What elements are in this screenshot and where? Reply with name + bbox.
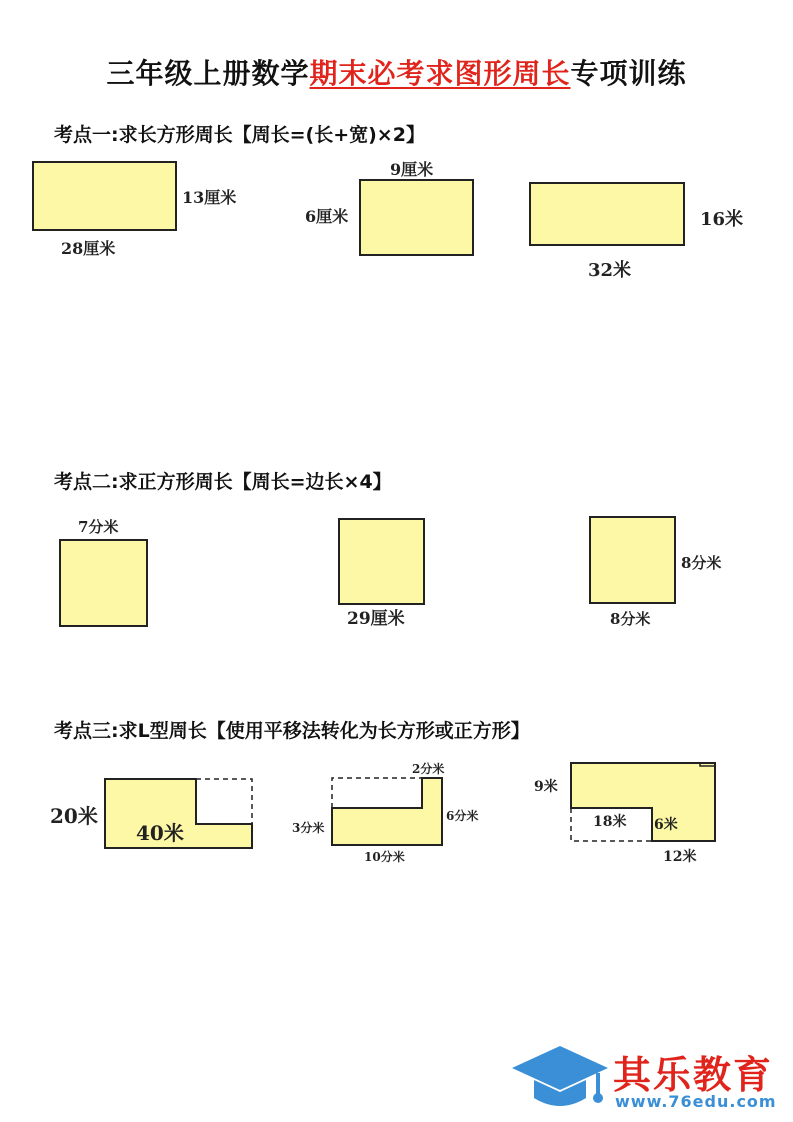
l3-inner-length-label: 18米 xyxy=(593,814,627,830)
square-figure-3 xyxy=(590,517,721,628)
title-suffix: 专项训练 xyxy=(570,57,687,90)
title-prefix: 三年级上册数学 xyxy=(106,57,310,90)
l-shape-figure-2 xyxy=(292,761,478,864)
rectangle-figure-3 xyxy=(530,183,743,281)
brand-name: 其乐教育 xyxy=(613,1053,774,1097)
l3-height-label: 9米 xyxy=(534,779,558,795)
rectangle-figure-1 xyxy=(33,162,236,258)
l1-height-label: 20米 xyxy=(50,804,98,828)
section-heading-1: 考点一:求长方形周长【周长=(长+宽)×2】 xyxy=(54,124,425,146)
rect3-length-label: 32米 xyxy=(588,260,632,281)
rect1-width-label: 13厘米 xyxy=(182,188,237,207)
rectangle-figure-2 xyxy=(305,160,473,255)
title-highlight: 期末必考求图形周长 xyxy=(309,57,571,90)
rect1-length-label: 28厘米 xyxy=(61,239,116,258)
rect3-width-label: 16米 xyxy=(700,209,744,230)
section-heading-3: 考点三:求L型周长【使用平移法转化为长方形或正方形】 xyxy=(54,720,530,742)
square-figure-1 xyxy=(60,518,147,626)
l2-left-label: 3分米 xyxy=(292,821,325,835)
l2-top-label: 2分米 xyxy=(412,762,445,776)
brand-url: www.76edu.com xyxy=(615,1092,777,1111)
l2-bottom-label: 10分米 xyxy=(364,850,405,864)
l-shape-figure-3 xyxy=(534,763,715,865)
rect2-width-label: 6厘米 xyxy=(305,207,349,226)
square3-width-label: 8分米 xyxy=(610,610,651,628)
l1-length-label: 40米 xyxy=(136,821,184,845)
square3-height-label: 8分米 xyxy=(681,554,722,572)
l3-bottom-label: 12米 xyxy=(663,849,697,865)
brand-logo xyxy=(510,1040,790,1120)
graduation-cap-icon xyxy=(510,1040,610,1120)
section-heading-2: 考点二:求正方形周长【周长=边长×4】 xyxy=(54,471,392,493)
square-figure-2 xyxy=(339,519,424,629)
l2-right-label: 6分米 xyxy=(446,809,479,823)
square1-side-label: 7分米 xyxy=(78,518,119,536)
l3-step-label: 6米 xyxy=(654,817,678,833)
l-shape-figure-1 xyxy=(50,779,252,848)
square2-side-label: 29厘米 xyxy=(347,609,405,629)
rect2-length-label: 9厘米 xyxy=(390,160,434,179)
